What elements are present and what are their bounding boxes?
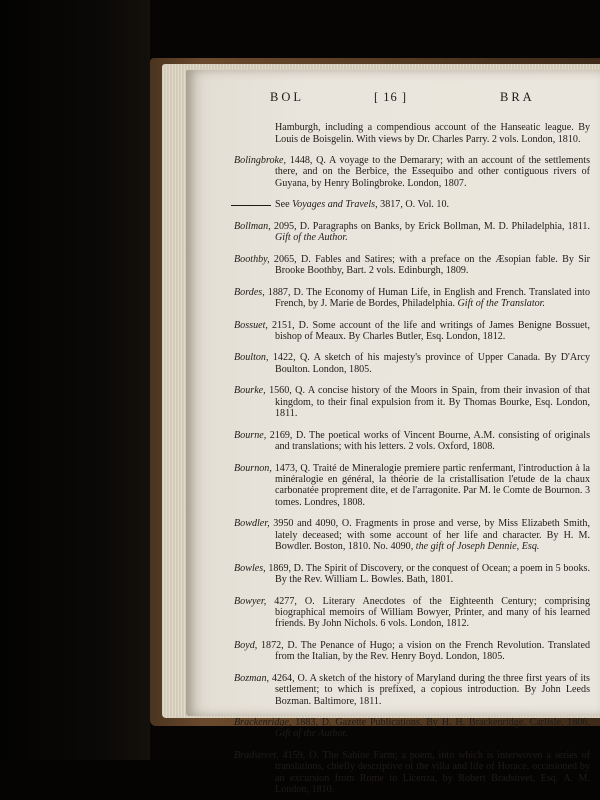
running-head-right: BRA — [500, 90, 535, 104]
gift-note: Gift of the Author. — [275, 728, 348, 740]
gift-note: the gift of Joseph Dennie, Esq. — [415, 541, 540, 553]
entry-heading: Boyd, — [234, 639, 258, 651]
entry-heading: Bourke, — [234, 385, 266, 397]
entry-heading: Bozman, — [234, 672, 270, 684]
catalogue-entry: Bradstreet, 4159, O. The Sabine Farm; a poem, into which is interwoven a series of translations, chiefly descriptive of the villa and life of Horace, occasioned by an excursion from Rome to Licenza, by Robert Bradstreet, Esq. A. M. London, 1810. — [234, 749, 590, 796]
catalogue-entry: Brackenridge, 1883, D. Gazette Publications. By H. H. Brackenridge. Carlisle, 1806. Gift of the Author. — [234, 717, 590, 740]
catalogue-entry: Bolingbroke, 1448, Q. A voyage to the Demarary; with an account of the settlements there, and on the Berbice, the Essequibo and other contiguous rivers of Guyana, by Henry Bolingbroke. London, 1807. — [234, 155, 590, 189]
entry-heading: Bourne, — [234, 429, 267, 441]
catalogue-entry: Boulton, 1422, Q. A sketch of his majesty's province of Upper Canada. By D'Arcy Boulton. London, 1805. — [234, 352, 590, 375]
gift-note: Gift of the Author. — [275, 232, 348, 244]
entry-heading: Bowyer, — [234, 595, 267, 607]
catalogue-entry: Boyd, 1872, D. The Penance of Hugo; a vision on the French Revolution. Translated from the Italian, by the Rev. Henry Boyd. London, 1805. — [234, 639, 590, 663]
catalogue-entries — [234, 112, 590, 800]
catalogue-entry: Bowles, 1869, D. The Spirit of Discovery, or the conquest of Ocean; a poem in 5 books. By the Rev. William L. Bowles. Bath, 1801. — [234, 562, 590, 585]
catalogue-entry: Bourke, 1560, Q. A concise history of the Moors in Spain, from their invasion of that kingdom, to their final expulsion from it. By Thomas Bourke, Esq. London, 1811. — [234, 385, 590, 420]
catalogue-entry: Bourne, 2169, D. The poetical works of Vincent Bourne, A.M. consisting of originals and translations; with his letters. 2 vols. Oxford, 1808. — [234, 429, 590, 453]
entry-heading: Bordes, — [234, 286, 265, 298]
running-head-left: BOL — [270, 90, 304, 104]
entry-heading: Boothby, — [234, 253, 270, 265]
entry-heading: Bolingbroke, — [234, 155, 287, 166]
entry-heading: Bowles, — [234, 562, 266, 574]
catalogue-entry: Boothby, 2065, D. Fables and Satires; with a preface on the Æsopian fable. By Sir Brooke Boothby, Bart. 2 vols. Edinburgh, 1809. — [234, 253, 590, 277]
catalogue-entry: Bordes, 1887, D. The Economy of Human Life, in English and French. Translated into French, by J. Marie de Bordes, Philadelphia. Gift of the Translator. — [234, 286, 590, 310]
gift-note: Gift of the Translator. — [457, 298, 545, 310]
running-head — [270, 90, 570, 106]
catalogue-entry: Bollman, 2095, D. Paragraphs on Banks, by Erick Bollman, M. D. Philadelphia, 1811. Gift of the Author. — [234, 220, 590, 244]
entry-heading: Bowdler, — [234, 518, 270, 530]
catalogue-entry: Bournon, 1473, Q. Traité de Mineralogie premiere partic renfermant, l'introduction à la minéralogie en général, la théorie de la cristallisation l'etude de la chaux carbonatée proprement dite, et de l'arragonite. Par M. le Comte de Bournon. 3 tomes. Londres, 1808. — [234, 462, 590, 508]
catalogue-entry: Bowdler, 3950 and 4090, O. Fragments in prose and verse, by Miss Elizabeth Smith, lately deceased; with some account of her life and character. By H. M. Bowdler. Boston, 1810. No. 4090, the gift of Joseph Dennie, Esq. — [234, 518, 590, 553]
entry-heading: Bollman, — [234, 220, 271, 232]
catalogue-entry: Bowyer, 4277, O. Literary Anecdotes of the Eighteenth Century; comprising biographical memoirs of William Bowyer, Printer, and many of his learned friends. By John Nichols. 6 vols. London, 1812. — [234, 595, 590, 630]
entry-continuation: Hamburgh, including a compendious account of the Hanseatic league. By Louis de Boisgelin. With views by Dr. Charles Parry. 2 vols. London, 1810. — [275, 122, 590, 145]
catalogue-entry: Bozman, 4264, O. A sketch of the history of Maryland during the three first years of its settlement; to which is prefixed, a copious introduction. By John Leeds Bozman. Baltimore, 1811. — [234, 672, 590, 707]
entry-heading: Bradstreet, — [234, 749, 279, 761]
entry-heading: Brackenridge, — [234, 717, 292, 729]
dark-background — [0, 0, 150, 760]
catalogue-entry: Bossuet, 2151, D. Some account of the life and writings of James Benigne Bossuet, bishop of Meaux. By Charles Butler, Esq. London, 1812. — [234, 319, 590, 342]
dash-rule — [231, 205, 271, 206]
catalogue-cross-reference: See Voyages and Travels, 3817, O. Vol. 10. — [234, 199, 590, 210]
entry-heading: Bournon, — [234, 462, 272, 474]
entry-heading: Boulton, — [234, 352, 269, 364]
entry-heading: Bossuet, — [234, 319, 268, 331]
page-number: [ 16 ] — [374, 90, 408, 104]
